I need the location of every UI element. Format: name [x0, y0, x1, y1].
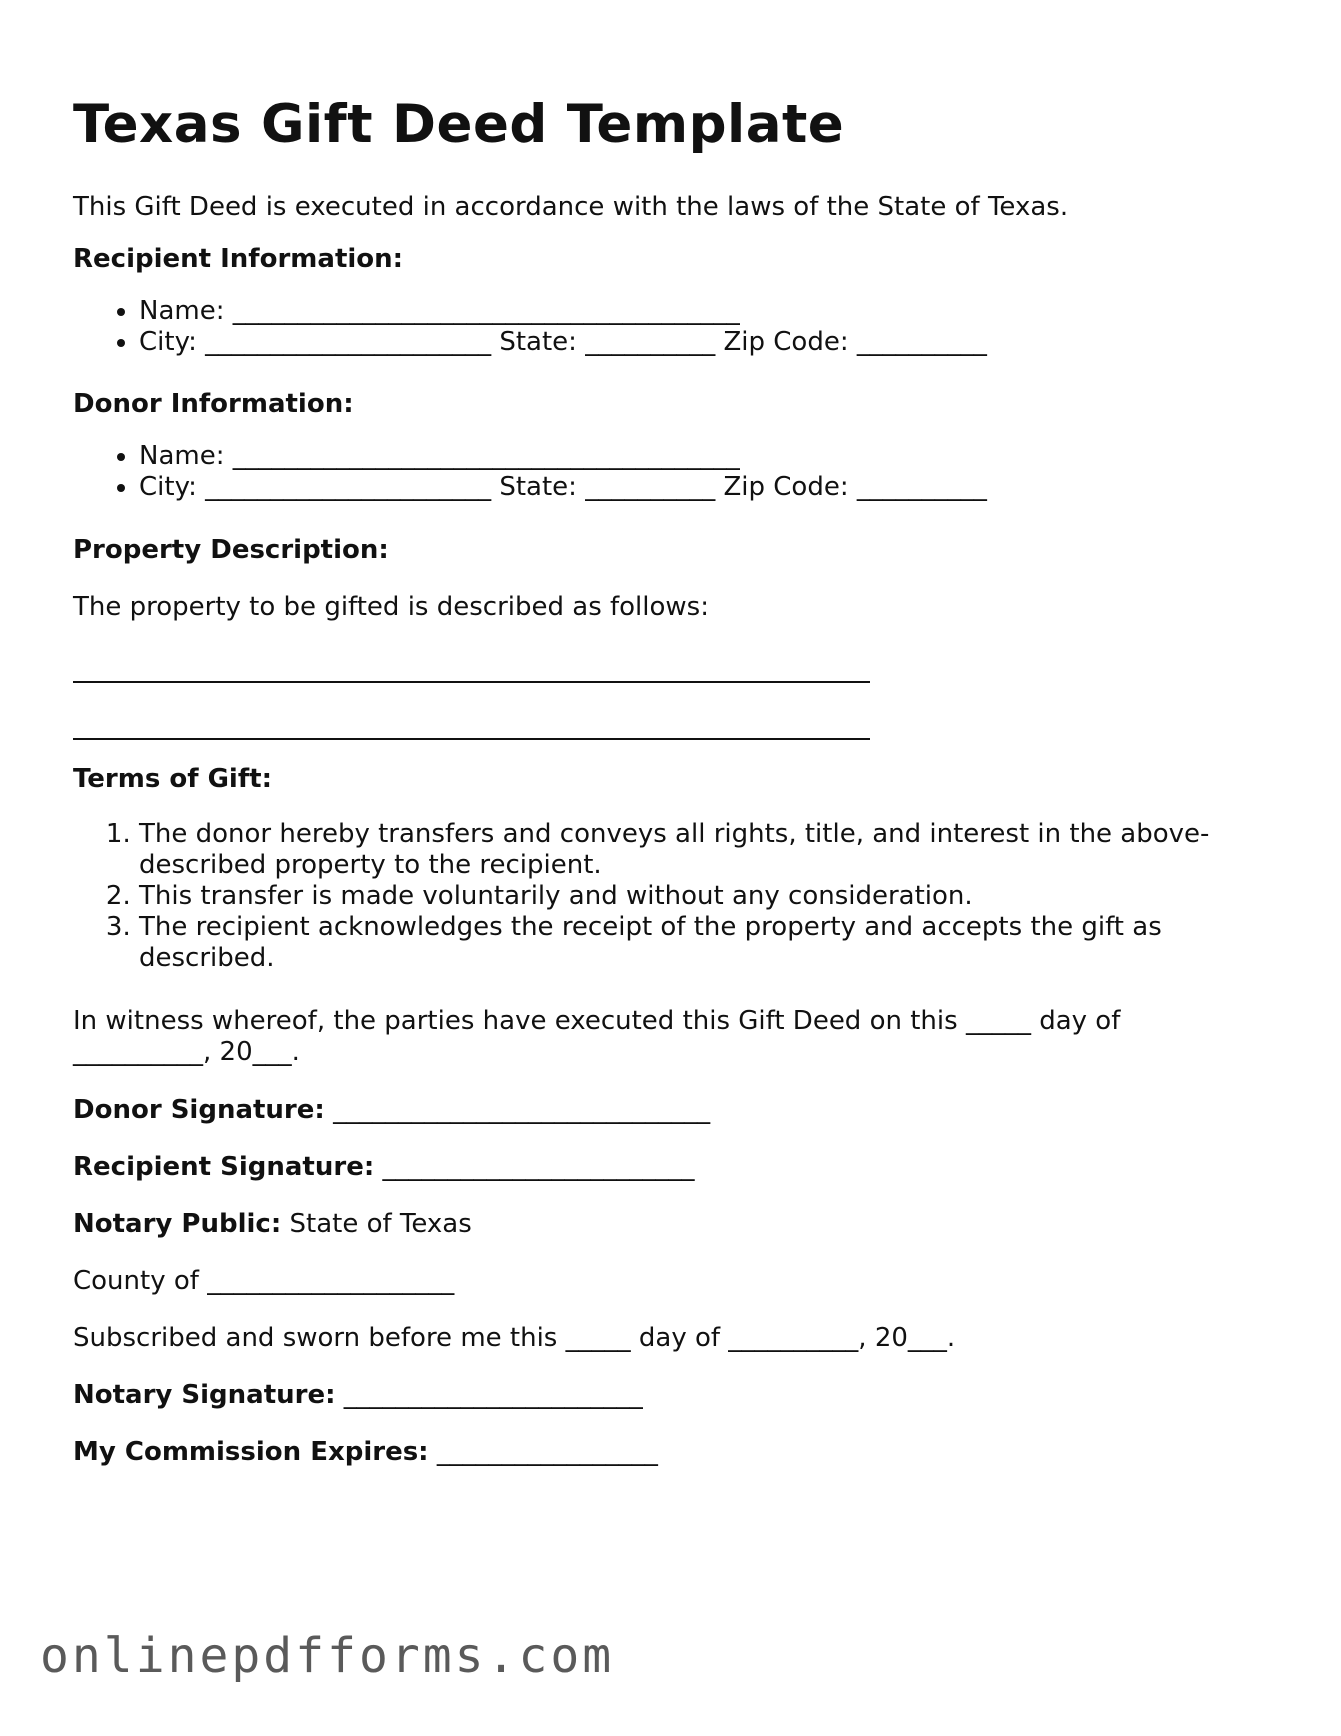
recipient-address-line: • City: ______________________ State: __________ Zip Code: __________: [139, 327, 987, 358]
donor-name-line: • Name: _______________________________________: [139, 441, 987, 472]
notary-signature-row: [73, 1380, 643, 1411]
donor-heading: Donor Information:: [73, 389, 354, 419]
witness-line-1: In witness whereof, the parties have executed this Gift Deed on this _____ day of: [73, 1006, 1121, 1036]
donor-signature-label: Donor Signature:: [73, 1095, 325, 1125]
donor-signature-blank: _____________________________: [333, 1095, 711, 1125]
recipient-signature-blank: ________________________: [382, 1152, 695, 1182]
terms-item-2: 2. This transfer is made voluntarily and without any consideration.: [139, 881, 1289, 912]
commission-blank: _________________: [436, 1437, 658, 1467]
notary-signature-blank: _______________________: [343, 1380, 643, 1410]
donor-list: [73, 441, 987, 503]
notary-public-row: [73, 1209, 472, 1240]
notary-sworn-line: Subscribed and sworn before me this _____ day of __________, 20___.: [73, 1323, 956, 1353]
terms-item-3: 3. The recipient acknowledges the receipt of the property and accepts the gift as described.: [139, 912, 1289, 974]
page-title: Texas Gift Deed Template: [73, 94, 845, 155]
notary-public-label: Notary Public:: [73, 1209, 282, 1239]
property-blank-line-2: [73, 738, 870, 740]
notary-county-line: County of ___________________: [73, 1266, 455, 1296]
intro-text: This Gift Deed is executed in accordance with the laws of the State of Texas.: [73, 192, 1069, 222]
recipient-heading: Recipient Information:: [73, 244, 404, 274]
donor-address-line: • City: ______________________ State: __________ Zip Code: __________: [139, 472, 987, 503]
notary-public-state: State of Texas: [289, 1209, 472, 1239]
commission-label: My Commission Expires:: [73, 1437, 429, 1467]
recipient-name-line: • Name: _______________________________________: [139, 296, 987, 327]
property-text: The property to be gifted is described as follows:: [73, 592, 709, 622]
property-heading: Property Description:: [73, 535, 389, 565]
witness-line-2: __________, 20___.: [73, 1037, 300, 1067]
recipient-signature-row: [73, 1152, 695, 1183]
site-watermark: onlinepdfforms.com: [40, 1628, 615, 1684]
terms-list: [73, 819, 1289, 974]
recipient-list: [73, 296, 987, 358]
terms-heading: Terms of Gift:: [73, 764, 272, 794]
donor-signature-row: [73, 1095, 710, 1126]
property-blank-line-1: [73, 681, 870, 683]
terms-item-1: 1. The donor hereby transfers and conveys all rights, title, and interest in the above-described property to the recipient.: [139, 819, 1289, 881]
recipient-signature-label: Recipient Signature:: [73, 1152, 375, 1182]
notary-signature-label: Notary Signature:: [73, 1380, 336, 1410]
commission-row: [73, 1437, 658, 1468]
